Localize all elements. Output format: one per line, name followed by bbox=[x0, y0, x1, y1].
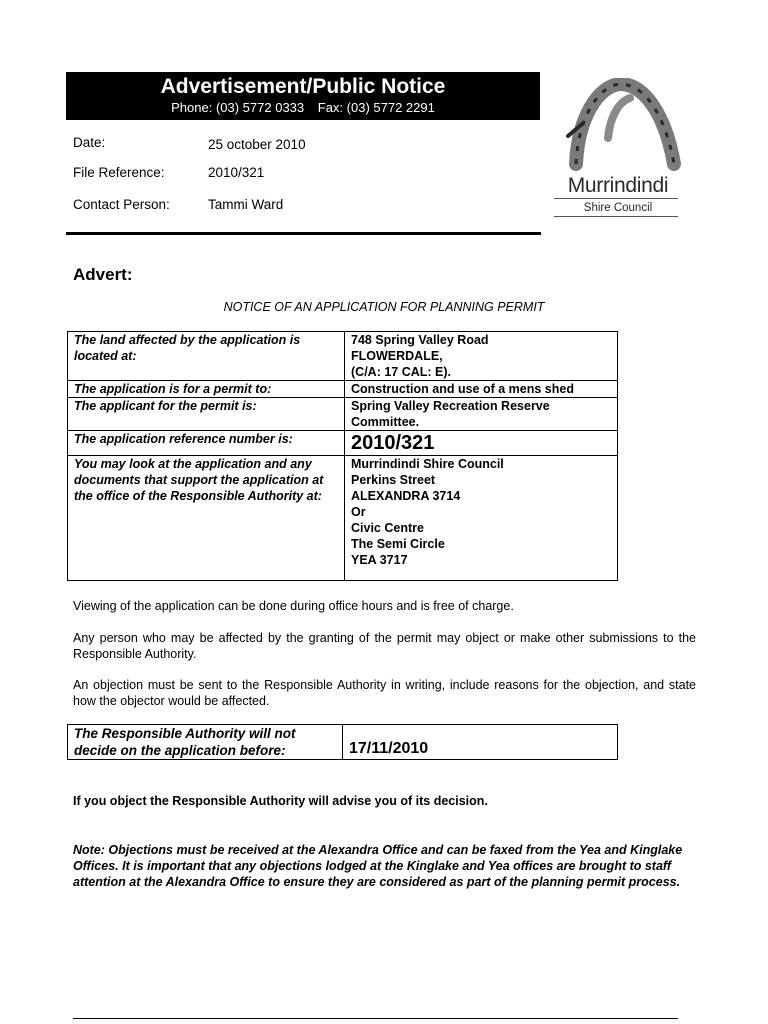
purpose-value: Construction and use of a mens shed bbox=[345, 381, 618, 398]
address-line: ALEXANDRA 3714 bbox=[351, 489, 461, 503]
table-row bbox=[68, 398, 618, 431]
footer-divider bbox=[73, 1018, 678, 1019]
objection-method-paragraph: An objection must be sent to the Responsible Authority in writing, include reasons for the objection, and state how the objector would be affected. bbox=[73, 678, 696, 708]
contact-numbers bbox=[66, 100, 540, 116]
header-banner bbox=[66, 72, 540, 120]
reference-number-label: The application reference number is: bbox=[68, 431, 345, 456]
arch-logo-icon bbox=[548, 78, 686, 174]
notice-heading: NOTICE OF AN APPLICATION FOR PLANNING PERMIT bbox=[223, 300, 545, 314]
address-line: Civic Centre bbox=[351, 521, 424, 535]
decision-label: The Responsible Authority will not decide on the application before: bbox=[68, 725, 343, 760]
table-row bbox=[68, 725, 618, 760]
table-row bbox=[68, 332, 618, 381]
address-line: Or bbox=[351, 505, 366, 519]
phone-number: Phone: (03) 5772 0333 bbox=[171, 100, 305, 115]
contact-person-value: Tammi Ward bbox=[208, 197, 284, 212]
land-line: FLOWERDALE, bbox=[351, 349, 443, 363]
permit-details-table bbox=[67, 331, 618, 581]
objections-note: Note: Objections must be received at the Alexandra Office and can be faxed from the Yea and Kinglake Offices. It is important that any objections lodged at the Kinglake and Yea offices are brought to staff attention at the Alexandra Office to ensure they are considered as part of the planning permit process. bbox=[73, 843, 683, 889]
view-location-label: You may look at the application and any documents that support the application at the office of the Responsible Authority at: bbox=[68, 456, 345, 581]
table-row bbox=[68, 456, 618, 581]
date-label: Date: bbox=[73, 135, 106, 150]
advise-statement: If you object the Responsible Authority will advise you of its decision. bbox=[73, 794, 488, 808]
page-title: Advertisement/Public Notice bbox=[160, 75, 446, 98]
purpose-label: The application is for a permit to: bbox=[68, 381, 345, 398]
council-logo bbox=[548, 78, 686, 220]
table-row bbox=[68, 381, 618, 398]
decision-date-table bbox=[67, 724, 618, 760]
land-line: (C/A: 17 CAL: E). bbox=[351, 365, 451, 379]
date-value: 25 october 2010 bbox=[208, 137, 306, 152]
address-line: Murrindindi Shire Council bbox=[351, 457, 504, 471]
land-label: The land affected by the application is located at: bbox=[68, 332, 345, 381]
reference-number-value: 2010/321 bbox=[345, 431, 618, 456]
land-address bbox=[345, 332, 618, 381]
logo-brand-name: Murrindindi bbox=[567, 174, 669, 197]
file-reference-value: 2010/321 bbox=[208, 165, 265, 180]
address-line: Perkins Street bbox=[351, 473, 436, 487]
applicant-label: The applicant for the permit is: bbox=[68, 398, 345, 431]
logo-rule-bottom bbox=[554, 216, 678, 217]
decision-date: 17/11/2010 bbox=[343, 725, 618, 760]
contact-person-label: Contact Person: bbox=[73, 197, 170, 212]
header-divider bbox=[66, 232, 541, 235]
logo-subtitle: Shire Council bbox=[583, 202, 653, 214]
land-line: 748 Spring Valley Road bbox=[351, 333, 489, 347]
address-line: YEA 3717 bbox=[351, 553, 408, 567]
table-row bbox=[68, 431, 618, 456]
logo-rule-top bbox=[554, 198, 678, 199]
advert-heading: Advert: bbox=[73, 265, 133, 284]
file-reference-label: File Reference: bbox=[73, 165, 165, 180]
view-location-address bbox=[345, 456, 618, 581]
viewing-paragraph: Viewing of the application can be done during office hours and is free of charge. bbox=[73, 599, 514, 613]
objection-right-paragraph: Any person who may be affected by the granting of the permit may object or make other submissions to the Responsible Authority. bbox=[73, 631, 696, 661]
applicant-value: Spring Valley Recreation Reserve Committee. bbox=[345, 398, 618, 431]
fax-number: Fax: (03) 5772 2291 bbox=[317, 100, 435, 115]
address-line: The Semi Circle bbox=[351, 537, 445, 551]
